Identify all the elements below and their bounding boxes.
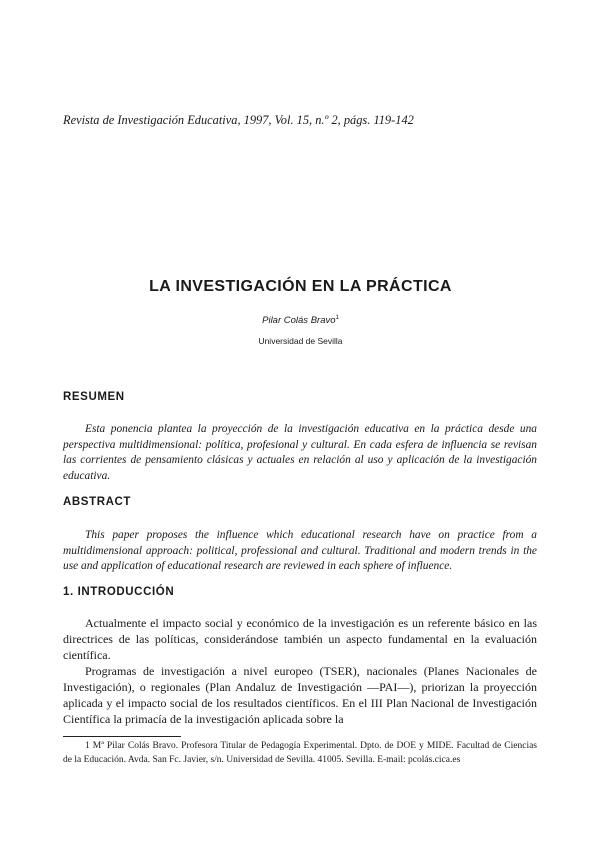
journal-reference: Revista de Investigación Educativa, 1997, Vol. 15, n.º 2, págs. 119-142 [63, 113, 414, 127]
author-name: Pilar Colás Bravo [262, 315, 336, 327]
author-line [0, 315, 601, 326]
resumen-heading: RESUMEN [63, 391, 125, 403]
intro-paragraph-2: Programas de investigación a nivel europeo (TSER), nacionales (Planes Nacionales de Investigación), o regionales (Plan Andaluz de Investigación —PAI—), priorizan la proyección aplicada y el impacto social de los resultados científicos. En el III Plan Nacional de Investigación Científica la primacía de la investigación aplicada sobre la [63, 664, 537, 726]
footnote: 1 Mª Pilar Colás Bravo. Profesora Titular de Pedagogía Experimental. Dpto. de DOE y MIDE. Facultad de Ciencias de la Educación. Avda. San Fc. Javier, s/n. Universidad de Sevilla. 41005. Sevilla. E-mail: pcolás.cica.es [63, 741, 537, 765]
introduction-heading: 1. INTRODUCCIÓN [63, 586, 175, 598]
article-title: LA INVESTIGACIÓN EN LA PRÁCTICA [149, 278, 452, 295]
abstract-heading: ABSTRACT [63, 496, 132, 508]
author-affiliation: Universidad de Sevilla [258, 336, 343, 346]
abstract-text: This paper proposes the influence which educational research have on practice from a multidimensional approach: political, professional and cultural. Traditional and modern trends in the use and application of educational research are reviewed in each sphere of influence. [63, 529, 537, 573]
author-footnote-marker: 1 [335, 315, 339, 321]
intro-paragraph-1: Actualmente el impacto social y económico de la investigación es un referente básico en las directrices de las políticas, considerándose también un aspecto fundamental en la evaluación científica. [63, 616, 537, 662]
resumen-text: Esta ponencia plantea la proyección de la investigación educativa en la práctica desde una perspectiva multidimensional: política, profesional y cultural. En cada esfera de influencia se revisan las corrientes de pensamiento clásicas y actuales en relación al uso y aplicación de la investigación educativa. [63, 423, 537, 482]
footnote-divider [63, 736, 181, 737]
